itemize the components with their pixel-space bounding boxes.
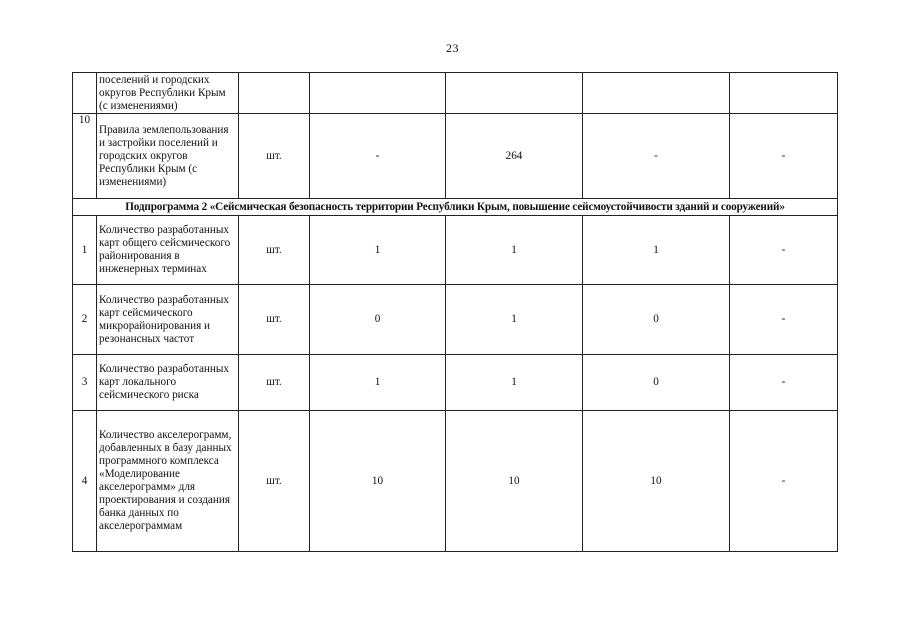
value-cell-1: 1 (310, 355, 446, 411)
row-number: 4 (73, 411, 97, 552)
table-row (73, 114, 838, 199)
value-cell-4: - (730, 411, 838, 552)
value-cell-4: - (730, 216, 838, 285)
indicator-name: поселений и городских округов Республики Крым (с изменениями) (97, 73, 239, 114)
section-title (73, 199, 838, 216)
table-row (73, 411, 838, 552)
value-cell-4: - (730, 355, 838, 411)
value-cell-2: 1 (446, 355, 583, 411)
row-number: 1 (73, 216, 97, 285)
value-cell-4: - (730, 114, 838, 199)
value-cell-3: 1 (583, 216, 730, 285)
table-row (73, 355, 838, 411)
unit-cell: шт. (239, 114, 310, 199)
value-cell-2: 1 (446, 285, 583, 355)
indicators-table (72, 72, 838, 552)
page-number: 23 (446, 41, 459, 55)
value-cell-2: 1 (446, 216, 583, 285)
section-row (73, 199, 838, 216)
indicator-name: Количество разработанных карт сейсмического микрорайонирования и резонансных частот (97, 285, 239, 355)
unit-cell (239, 73, 310, 114)
value-cell-4: - (730, 285, 838, 355)
value-cell-3: - (583, 114, 730, 199)
unit-cell: шт. (239, 411, 310, 552)
value-cell-2: 10 (446, 411, 583, 552)
value-cell-2: 264 (446, 114, 583, 199)
value-cell-3: 10 (583, 411, 730, 552)
row-number: 2 (73, 285, 97, 355)
value-cell-2 (446, 73, 583, 114)
indicator-name: Количество акселерограмм, добавленных в базу данных программного комплекса «Моделирование акселерограмм» для проектирования и создания банка данных по акселерограммам (97, 411, 239, 552)
value-cell-3 (583, 73, 730, 114)
table-row (73, 285, 838, 355)
unit-cell: шт. (239, 216, 310, 285)
value-cell-1: 10 (310, 411, 446, 552)
row-number: 3 (73, 355, 97, 411)
value-cell-4 (730, 73, 838, 114)
value-cell-1: 0 (310, 285, 446, 355)
table-row (73, 216, 838, 285)
indicator-name: Количество разработанных карт локального сейсмического риска (97, 355, 239, 411)
section-title-text: Подпрограмма 2 «Сейсмическая безопасность территории Республики Крым, повышение сейсмоустойчивости зданий и сооружений» (125, 200, 785, 213)
row-number: 10 (73, 114, 97, 199)
value-cell-1 (310, 73, 446, 114)
table-row (73, 73, 838, 114)
unit-cell: шт. (239, 355, 310, 411)
indicator-name: Количество разработанных карт общего сейсмического районирования в инженерных терминах (97, 216, 239, 285)
unit-cell: шт. (239, 285, 310, 355)
value-cell-1: 1 (310, 216, 446, 285)
row-number (73, 73, 97, 114)
indicator-name: Правила землепользования и застройки поселений и городских округов Республики Крым (с изменениями) (97, 114, 239, 199)
value-cell-3: 0 (583, 285, 730, 355)
value-cell-3: 0 (583, 355, 730, 411)
value-cell-1: - (310, 114, 446, 199)
